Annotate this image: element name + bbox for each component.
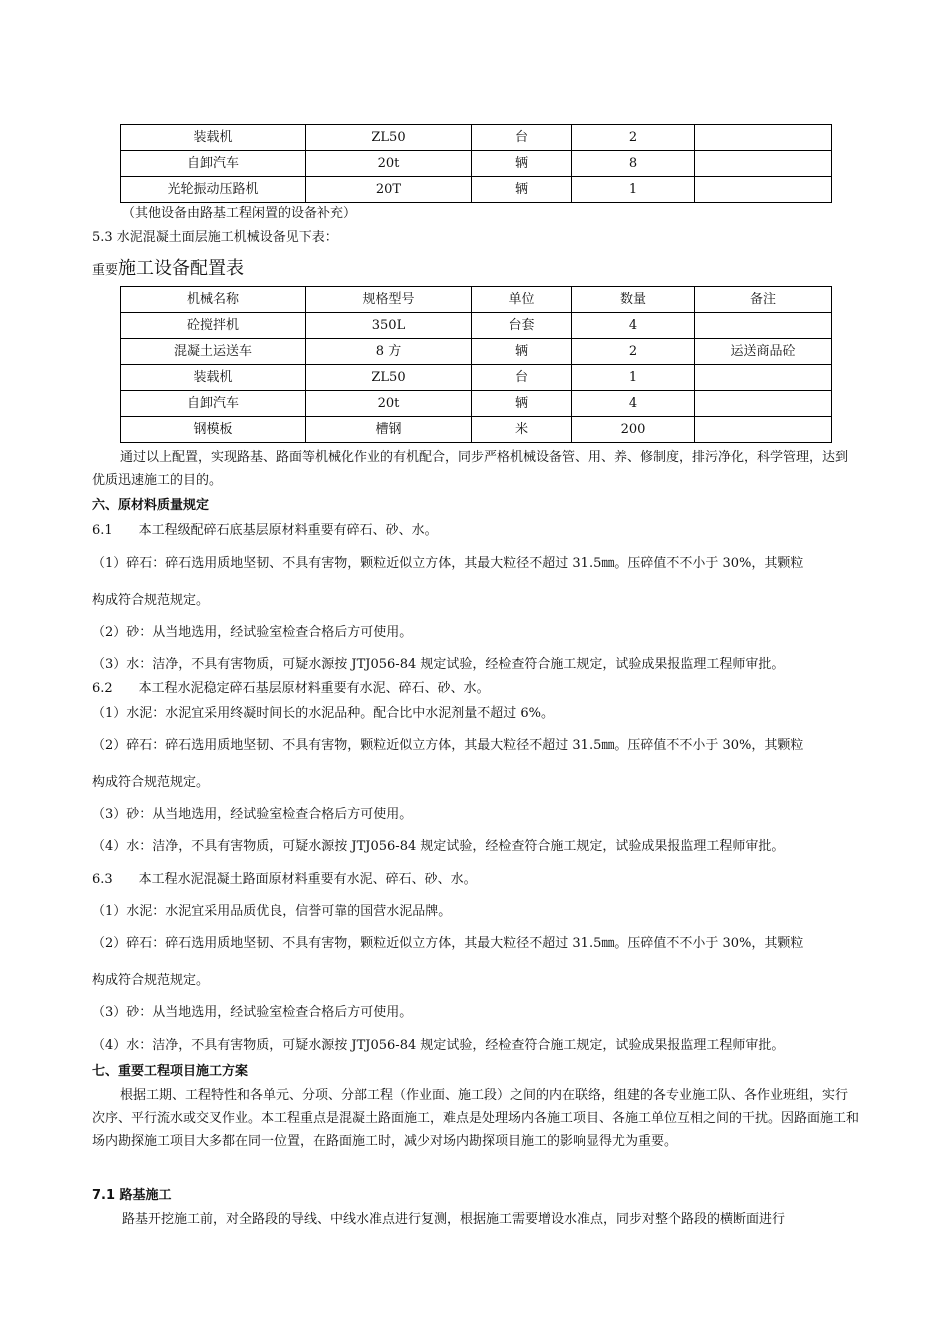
table-cell: 运送商品砼	[695, 339, 832, 365]
table-cell: 辆	[472, 391, 572, 417]
section-6-3-item-2: （2）碎石：碎石选用质地坚韧、不具有害物，颗粒近似立方体，其最大粒径不超过 31.5㎜。压碎值不不小于 30%，其颗粒	[92, 936, 804, 951]
table-cell	[695, 391, 832, 417]
section-6-3-item-1: （1）水泥：水泥宜采用品质优良，信誉可靠的国营水泥品牌。	[92, 904, 452, 919]
section-7-1-paragraph: 路基开挖施工前，对全路段的导线、中线水准点进行复测，根据施工需要增设水准点，同步对整个路段的横断面进行	[122, 1212, 786, 1227]
table-row	[121, 391, 832, 417]
table-cell: 辆	[472, 177, 572, 203]
table-cell	[695, 365, 832, 391]
equipment-table-2	[120, 286, 832, 443]
table-cell: 350L	[306, 313, 472, 339]
table-cell: 砼搅拌机	[121, 313, 306, 339]
table-cell: 装载机	[121, 365, 306, 391]
table-cell: 1	[572, 365, 695, 391]
table-title	[92, 254, 244, 280]
equipment-table-1	[120, 124, 832, 203]
section-6-1-item-1-cont: 构成符合规范规定。	[92, 593, 210, 608]
table-cell: 8	[572, 151, 695, 177]
section-6-2-item-1: （1）水泥：水泥宜采用终凝时间长的水泥品种。配合比中水泥剂量不超过 6%。	[92, 706, 555, 721]
table-cell: 自卸汽车	[121, 391, 306, 417]
column-header: 规格型号	[306, 287, 472, 313]
config-paragraph: 通过以上配置，实现路基、路面等机械化作业的有机配合，同步严格机械设备管、用、养、修制度，排污净化，科学管理，达到优质迅速施工的目的。	[92, 450, 849, 488]
section-6-2: 6.2 本工程水泥稳定碎石基层原材料重要有水泥、碎石、砂、水。	[92, 681, 490, 696]
table-cell: 钢模板	[121, 417, 306, 443]
section-6-1-item-3: （3）水：洁净，不具有害物质，可疑水源按 JTJ056-84 规定试验，经检查符合施工规定，试验成果报监理工程师审批。	[92, 657, 785, 672]
table-cell: 槽钢	[306, 417, 472, 443]
section-6-1-item-1: （1）碎石：碎石选用质地坚韧、不具有害物，颗粒近似立方体，其最大粒径不超过 31.5㎜。压碎值不不小于 30%，其颗粒	[92, 556, 804, 571]
table-cell: 4	[572, 313, 695, 339]
table-cell: 4	[572, 391, 695, 417]
table-cell: 米	[472, 417, 572, 443]
table-cell: 2	[572, 339, 695, 365]
section-6-3-item-2-cont: 构成符合规范规定。	[92, 973, 210, 988]
table-cell	[695, 417, 832, 443]
table-note: （其他设备由路基工程闲置的设备补充）	[122, 206, 357, 221]
table-cell: 台套	[472, 313, 572, 339]
section-6-3-item-4: （4）水：洁净，不具有害物质，可疑水源按 JTJ056-84 规定试验，经检查符合施工规定，试验成果报监理工程师审批。	[92, 1038, 785, 1053]
table-cell: 光轮振动压路机	[121, 177, 306, 203]
heading-section-7-1: 7.1 路基施工	[92, 1188, 172, 1203]
table-row	[121, 151, 832, 177]
table-cell	[695, 177, 832, 203]
table-cell: 辆	[472, 151, 572, 177]
section-6-3-item-3: （3）砂：从当地选用，经试验室检查合格后方可使用。	[92, 1005, 413, 1020]
table-cell: 20t	[306, 151, 472, 177]
table-row	[121, 125, 832, 151]
heading-section-7: 七、重要工程项目施工方案	[92, 1064, 249, 1079]
table-cell	[695, 313, 832, 339]
table-cell: 200	[572, 417, 695, 443]
section-7-paragraph: 根据工期、工程特性和各单元、分项、分部工程（作业面、施工段）之间的内在联络，组建的各专业施工队、各作业班组，实行次序、平行流水或交叉作业。本工程重点是混凝土路面施工，难点是处理场内各施工项目、各施工单位互相之间的干扰。因路面施工和场内勘探施工项目大多都在同一位置，在路面施工时，减少对场内勘探项目施工的影响显得尤为重要。	[92, 1088, 860, 1149]
column-header: 备注	[695, 287, 832, 313]
column-header: 数量	[572, 287, 695, 313]
table-cell: 台	[472, 365, 572, 391]
table-row	[121, 339, 832, 365]
table-cell: 20T	[306, 177, 472, 203]
column-header: 单位	[472, 287, 572, 313]
table-row	[121, 313, 832, 339]
section-6-2-item-2: （2）碎石：碎石选用质地坚韧、不具有害物，颗粒近似立方体，其最大粒径不超过 31.5㎜。压碎值不不小于 30%，其颗粒	[92, 738, 804, 753]
table-row	[121, 417, 832, 443]
section-6-1: 6.1 本工程级配碎石底基层原材料重要有碎石、砂、水。	[92, 523, 438, 538]
section-6-3: 6.3 本工程水泥混凝土路面原材料重要有水泥、碎石、砂、水。	[92, 872, 477, 887]
table-row	[121, 177, 832, 203]
heading-section-6: 六、原材料质量规定	[92, 498, 210, 513]
table-cell: 台	[472, 125, 572, 151]
section-6-1-item-2: （2）砂：从当地选用，经试验室检查合格后方可使用。	[92, 625, 413, 640]
section-6-2-item-3: （3）砂：从当地选用，经试验室检查合格后方可使用。	[92, 807, 413, 822]
table-cell: 20t	[306, 391, 472, 417]
section-6-2-item-4: （4）水：洁净，不具有害物质，可疑水源按 JTJ056-84 规定试验，经检查符合施工规定，试验成果报监理工程师审批。	[92, 839, 785, 854]
table-title-prefix: 重要	[92, 263, 119, 278]
table-row	[121, 365, 832, 391]
table-cell: 2	[572, 125, 695, 151]
table-cell	[695, 125, 832, 151]
column-header: 机械名称	[121, 287, 306, 313]
table-cell: 辆	[472, 339, 572, 365]
table-cell	[695, 151, 832, 177]
table-cell: ZL50	[306, 365, 472, 391]
table-cell: 混凝土运送车	[121, 339, 306, 365]
table-cell: ZL50	[306, 125, 472, 151]
section-6-2-item-2-cont: 构成符合规范规定。	[92, 775, 210, 790]
table-cell: 1	[572, 177, 695, 203]
table-cell: 8 方	[306, 339, 472, 365]
section-5-3-caption: 5.3 水泥混凝土面层施工机械设备见下表：	[92, 230, 338, 245]
table-cell: 自卸汽车	[121, 151, 306, 177]
table-cell: 装载机	[121, 125, 306, 151]
table-header-row	[121, 287, 832, 313]
table-title-main: 施工设备配置表	[118, 258, 245, 279]
